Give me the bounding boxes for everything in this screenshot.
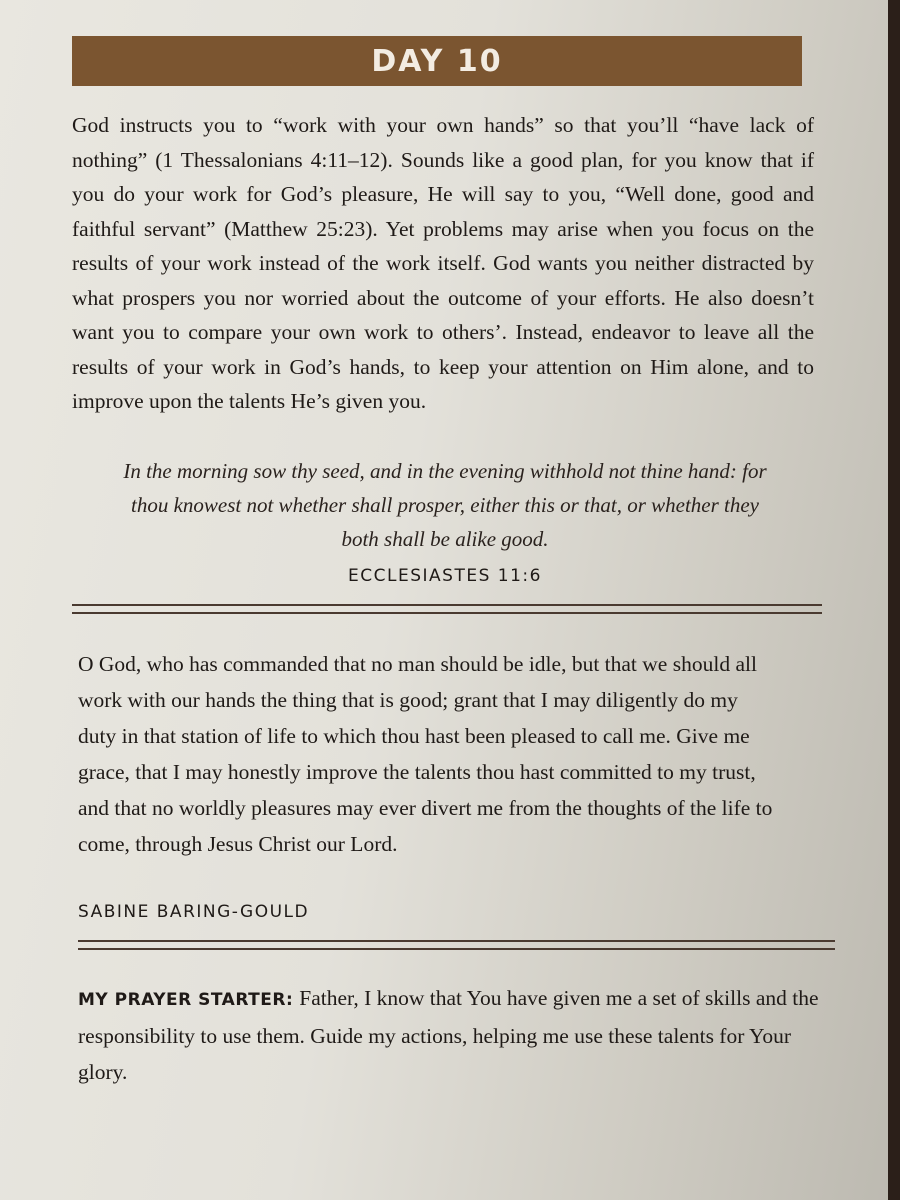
section-divider-bottom-1 bbox=[78, 940, 835, 942]
prayer-author: SABINE BARING-GOULD bbox=[78, 902, 310, 922]
devotional-body: God instructs you to “work with your own hands” so that you’ll “have lack of nothing” (1 Thessalonians 4:11–12). Sounds like a good plan, for you know that if you do your work for God’s pleasure, He will say to you, “Well done, good and faithful servant” (Matthew 25:23). Yet problems may arise when you focus on the results of your work instead of the work itself. God wants you neither distracted by what prospers you nor worried about the outcome of your efforts. He also doesn’t want you to compare your own work to others’. Instead, endeavor to leave all the results of your work in God’s hands, to keep your attention on Him alone, and to improve upon the talents He’s given you. bbox=[72, 113, 814, 413]
prayer-text: O God, who has commanded that no man should be idle, but that we should all work with our hands the thing that is good; grant that I may diligently do my duty in that station of life to which thou hast been pleased to call me. Give me grace, that I may honestly improve the talents thou hast committed to my trust, and that no worldly pleasures may ever divert me from the thoughts of the life to come, through Jesus Christ our Lord. bbox=[78, 652, 773, 856]
page-edge-shadow bbox=[888, 0, 900, 1200]
prayer-starter-text: Father, I know that You have given me a set of skills and the responsibility to use them. Guide my actions, helping me use these talents for Your glory. bbox=[78, 986, 819, 1084]
day-header-bar bbox=[72, 36, 802, 86]
scripture-quote: In the morning sow thy seed, and in the evening withhold not thine hand: for thou knowest not whether shall prosper, either this or that, or whether they both shall be alike good. bbox=[123, 459, 767, 551]
prayer-starter-label: MY PRAYER STARTER: bbox=[78, 990, 294, 1010]
section-divider-top-1 bbox=[72, 604, 822, 606]
section-divider-bottom-2 bbox=[78, 948, 835, 950]
section-divider-top-2 bbox=[72, 612, 822, 614]
prayer-starter bbox=[78, 980, 843, 1090]
scripture-reference: ECCLESIASTES 11:6 bbox=[348, 566, 542, 586]
day-title: DAY 10 bbox=[371, 43, 503, 79]
